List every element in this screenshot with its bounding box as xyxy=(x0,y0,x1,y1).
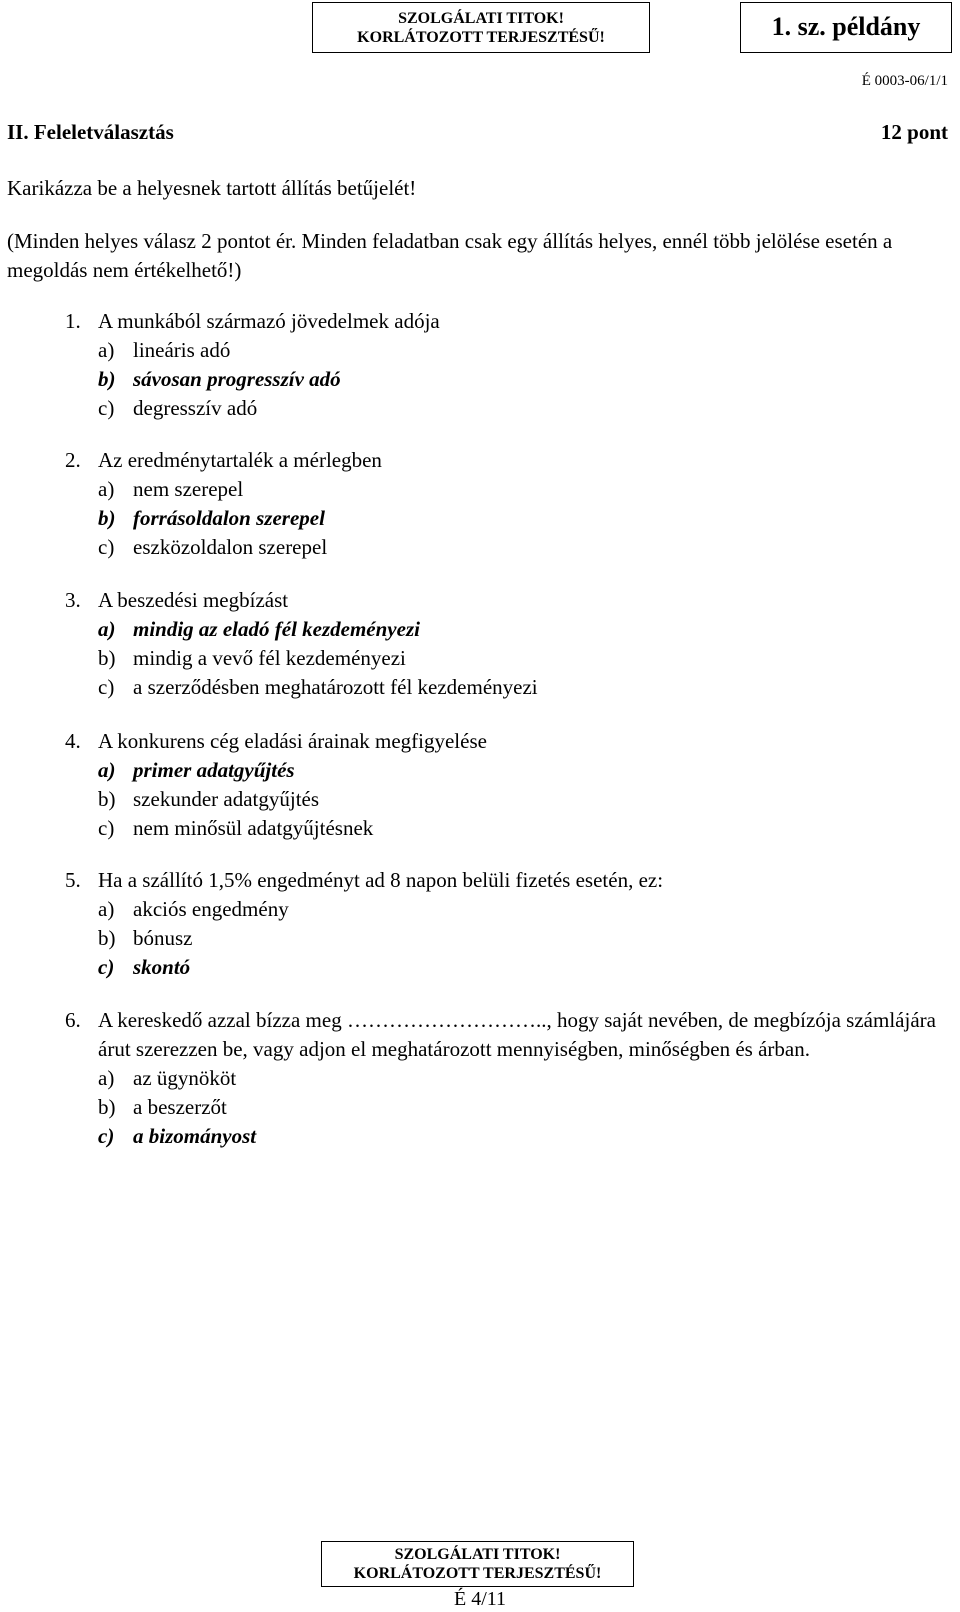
question-2 xyxy=(65,446,950,562)
question-number: 1. xyxy=(65,309,81,333)
classification-line-2: KORLÁTOZOTT TERJESZTÉSŰ! xyxy=(357,29,605,46)
question-number: 2. xyxy=(65,448,81,472)
option-c[interactable]: c) nem minősül adatgyűjtésnek xyxy=(98,816,374,840)
classification-line-2: KORLÁTOZOTT TERJESZTÉSŰ! xyxy=(353,1565,602,1582)
scoring-note: (Minden helyes válasz 2 pontot ér. Minden feladatban csak egy állítás helyes, ennél több jelölése esetén a megoldás nem értékelhető!) xyxy=(7,229,893,282)
option-a[interactable]: a) akciós engedmény xyxy=(98,897,289,921)
instruction-text: Karikázza be a helyesnek tartott állítás betűjelét! xyxy=(7,176,417,200)
section-title: II. Feleletválasztás xyxy=(7,120,174,144)
question-number: 6. xyxy=(65,1008,81,1032)
option-c[interactable]: c) skontó xyxy=(98,955,191,979)
question-text: Az eredménytartalék a mérlegben xyxy=(98,448,382,472)
question-number: 4. xyxy=(65,729,81,753)
question-text: A kereskedő azzal bízza meg ……………………….., hogy saját nevében, de megbízója számlájára árut szerezzen be, vagy adjon el meghatározott mennyiségben, minőségben és árban. xyxy=(98,1008,936,1061)
option-b[interactable]: b) bónusz xyxy=(98,926,193,950)
question-text: A munkából származó jövedelmek adója xyxy=(98,309,440,333)
question-5 xyxy=(65,866,950,982)
question-1 xyxy=(65,307,950,423)
option-b[interactable]: b) sávosan progresszív adó xyxy=(98,367,341,391)
page-number: É 4/11 xyxy=(453,1588,507,1610)
option-a[interactable]: a) az ügynököt xyxy=(98,1066,237,1090)
option-b[interactable]: b) forrásoldalon szerepel xyxy=(98,506,325,530)
option-c[interactable]: c) degresszív adó xyxy=(98,396,258,420)
option-c[interactable]: c) a szerződésben meghatározott fél kezdeményezi xyxy=(98,675,538,699)
section-points: 12 pont xyxy=(880,120,948,144)
option-c[interactable]: c) a bizományost xyxy=(98,1124,257,1148)
option-b[interactable]: b) mindig a vevő fél kezdeményezi xyxy=(98,646,406,670)
option-a[interactable]: a) nem szerepel xyxy=(98,477,244,501)
option-a[interactable]: a) lineáris adó xyxy=(98,338,231,362)
question-number: 3. xyxy=(65,588,81,612)
option-a[interactable]: a) mindig az eladó fél kezdeményezi xyxy=(98,617,420,641)
question-6 xyxy=(65,1006,950,1151)
question-4 xyxy=(65,727,950,843)
option-b[interactable]: b) a beszerzőt xyxy=(98,1095,227,1119)
classification-line-1: SZOLGÁLATI TITOK! xyxy=(398,10,564,27)
copy-number-box: 1. sz. példány xyxy=(740,2,952,53)
question-text: Ha a szállító 1,5% engedményt ad 8 napon belüli fizetés esetén, ez: xyxy=(98,868,664,892)
question-text: A konkurens cég eladási árainak megfigyelése xyxy=(98,729,487,753)
option-c[interactable]: c) eszközoldalon szerepel xyxy=(98,535,328,559)
question-number: 5. xyxy=(65,868,81,892)
option-a[interactable]: a) primer adatgyűjtés xyxy=(98,758,295,782)
document-id: É 0003-06/1/1 xyxy=(861,73,948,89)
question-text: A beszedési megbízást xyxy=(98,588,289,612)
option-b[interactable]: b) szekunder adatgyűjtés xyxy=(98,787,320,811)
classification-stamp-bottom xyxy=(321,1541,634,1587)
classification-stamp-top xyxy=(312,2,650,53)
question-3 xyxy=(65,586,950,702)
classification-line-1: SZOLGÁLATI TITOK! xyxy=(394,1546,561,1563)
